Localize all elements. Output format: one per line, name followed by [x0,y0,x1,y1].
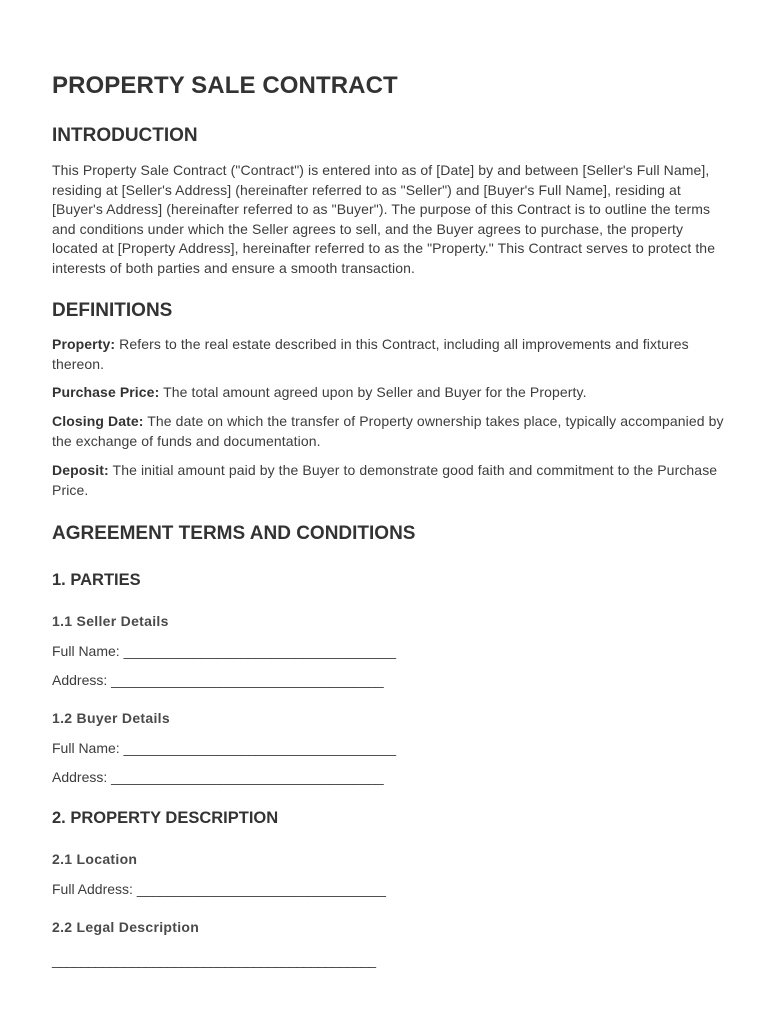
buyer-address-field[interactable]: Address: ___________________________________ [52,769,384,785]
parties-heading: 1. PARTIES [52,571,141,589]
definition-term: Deposit: [52,462,109,478]
definition-text: The date on which the transfer of Property ownership takes place, typically accompanied by the exchange of funds and documentation. [52,413,724,449]
location-heading: 2.1 Location [52,851,138,867]
definition-deposit [52,461,724,500]
seller-address-field[interactable]: Address: ___________________________________ [52,672,384,688]
definitions-heading: DEFINITIONS [52,300,173,321]
legal-description-field[interactable]: _____________________________________________ [52,952,376,968]
definition-text: Refers to the real estate described in this Contract, including all improvements and fixtures thereon. [52,336,689,372]
definition-term: Purchase Price: [52,384,160,400]
definition-property [52,335,724,374]
seller-details-heading: 1.1 Seller Details [52,613,169,629]
definition-term: Property: [52,336,116,352]
definition-purchase-price [52,383,724,403]
buyer-full-name-field[interactable]: Full Name: ___________________________________ [52,740,397,756]
agreement-heading: AGREEMENT TERMS AND CONDITIONS [52,523,416,544]
legal-description-heading: 2.2 Legal Description [52,919,200,935]
definition-term: Closing Date: [52,413,144,429]
definition-closing-date [52,412,724,451]
buyer-details-heading: 1.2 Buyer Details [52,710,170,726]
full-address-field[interactable]: Full Address: ________________________________ [52,881,386,897]
property-description-heading: 2. PROPERTY DESCRIPTION [52,809,279,827]
definition-text: The total amount agreed upon by Seller and Buyer for the Property. [159,384,587,400]
introduction-text: This Property Sale Contract ("Contract") is entered into as of [Date] by and between [Seller's Full Name], residing at [Seller's Address] (hereinafter referred to as "Seller") and [Buyer's Full Name], residing at [Buyer's Address] (hereinafter referred to as "Buyer"). The purpose of this Contract is to outline the terms and conditions under which the Seller agrees to sell, and the Buyer agrees to purchase, the property located at [Property Address], hereinafter referred to as the "Property." This Contract serves to protect the interests of both parties and ensure a smooth transaction. [52,162,716,276]
introduction-heading: INTRODUCTION [52,125,198,146]
document-title: PROPERTY SALE CONTRACT [52,72,398,99]
seller-full-name-field[interactable]: Full Name: ___________________________________ [52,643,397,659]
definition-text: The initial amount paid by the Buyer to demonstrate good faith and commitment to the Purchase Price. [52,462,718,498]
